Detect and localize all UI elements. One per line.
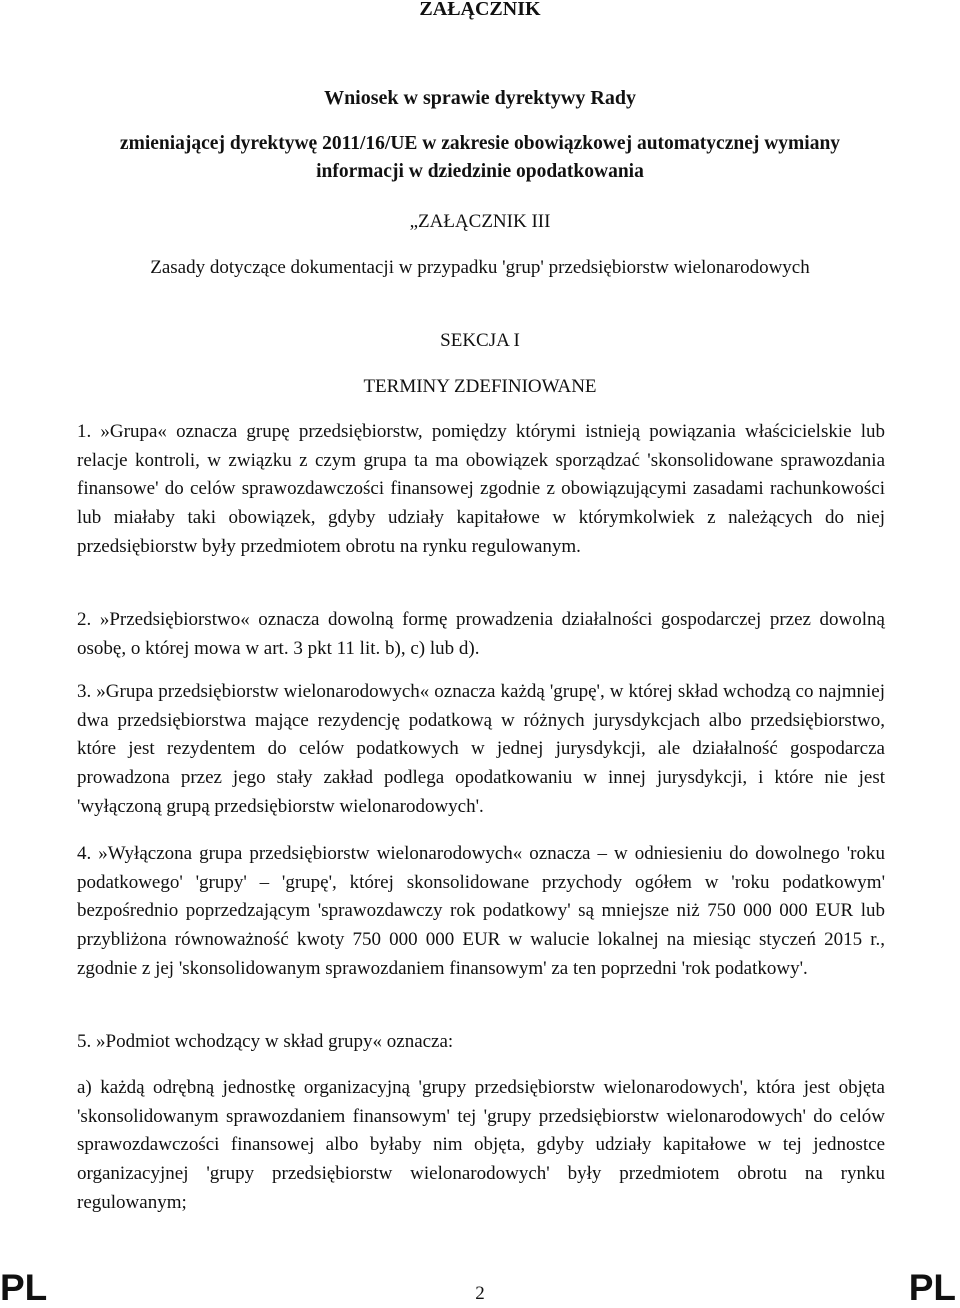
document-subtitle-line: informacji w dziedzinie opodatkowania xyxy=(316,161,644,182)
page-number: 2 xyxy=(475,1283,485,1304)
document-subtitle-line: zmieniającej dyrektywę 2011/16/UE w zakresie obowiązkowej automatycznej wymiany xyxy=(119,133,841,154)
paragraph-definition-2: 2. »Przedsiębiorstwo« oznacza dowolną formę prowadzenia działalności gospodarczej przez dowolną osobę, o której mowa w art. 3 pkt 11 lit. b), c) lub d). xyxy=(77,609,885,659)
footer-language-right: PL xyxy=(908,1267,956,1308)
paragraph-definition-5a: a) każdą odrębną jednostkę organizacyjną 'grupy przedsiębiorstw wielonarodowych', która jest objęta 'skonsolidowanym sprawozdaniem finansowym' tej 'grupy przedsiębiorstw wielonarodowych' do celów sprawozdawczości finansowej albo byłaby nim objęta, gdyby udziały kapitałowe w tej jednostce organizacyjnej 'grupy przedsiębiorstw wielonarodowych' były przedmiotem obrotu na rynku regulowanym; xyxy=(77,1077,885,1213)
annex-title: „ZAŁĄCZNIK III xyxy=(409,211,551,232)
document-title: ZAŁĄCZNIK xyxy=(419,0,541,20)
section-title: SEKCJA I xyxy=(440,330,520,351)
document-subtitle-detail xyxy=(0,130,960,186)
document-subtitle: Wniosek w sprawie dyrektywy Rady xyxy=(324,87,636,109)
section-subtitle: TERMINY ZDEFINIOWANE xyxy=(363,376,597,397)
annex-subtitle: Zasady dotyczące dokumentacji w przypadku 'grup' przedsiębiorstw wielonarodowych xyxy=(150,257,810,278)
paragraph-definition-1: 1. »Grupa« oznacza grupę przedsiębiorstw, pomiędzy którymi istnieją powiązania właścicielskie lub relacje kontroli, w związku z czym grupa ta ma obowiązek sporządzać 'skonsolidowane sprawozdania finansowe' do celów sprawozdawczości finansowej zgodnie z obowiązującymi zasadami rachunkowości lub miałaby taki obowiązek, gdyby udziały kapitałowe w którymkolwiek z należących do niej przedsiębiorstw były przedmiotem obrotu na rynku regulowanym. xyxy=(77,421,885,557)
paragraph-definition-5: 5. »Podmiot wchodzący w skład grupy« oznacza: xyxy=(77,1031,454,1052)
footer-language-left: PL xyxy=(0,1267,48,1308)
paragraph-definition-4: 4. »Wyłączona grupa przedsiębiorstw wielonarodowych« oznacza – w odniesieniu do dowolnego 'roku podatkowego' 'grupy' – 'grupę', której skonsolidowane przychody ogółem w 'roku podatkowym' bezpośrednio poprzedzającym 'sprawozdawczy rok podatkowy' są mniejsze niż 750 000 000 EUR lub przybliżona równoważność kwoty 750 000 000 EUR w walucie lokalnej na miesiąc styczeń 2015 r., zgodnie z jej 'skonsolidowanym sprawozdaniem finansowym' za ten poprzedni 'rok podatkowy'. xyxy=(77,843,885,979)
paragraph-definition-3: 3. »Grupa przedsiębiorstw wielonarodowych« oznacza każdą 'grupę', w której skład wchodzą co najmniej dwa przedsiębiorstwa mające rezydencję podatkową w różnych jurysdykcjach albo przedsiębiorstwo, które jest rezydentem do celów podatkowych w jednej jurysdykcji, ale działalność gospodarcza prowadzona przez jego stały zakład podlega opodatkowaniu w innej jurysdykcji, i które nie jest 'wyłączoną grupą przedsiębiorstw wielonarodowych'. xyxy=(77,681,885,817)
